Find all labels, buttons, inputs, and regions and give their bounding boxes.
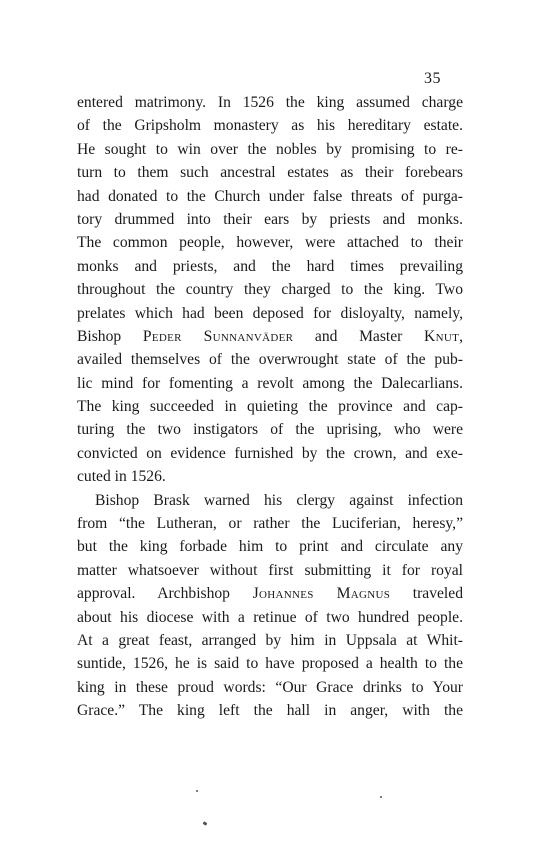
text-segment: and Master	[293, 327, 425, 345]
text-line: tory drummed into their ears by priests and monks.	[77, 210, 463, 228]
text-segment: Bishop	[77, 327, 143, 345]
text-line: At a great feast, arranged by him in Uppsala at Whit-	[77, 631, 463, 649]
text-line: entered matrimony. In 1526 the king assumed charge	[77, 94, 463, 111]
text-line: of the Gripsholm monastery as his hereditary estate.	[77, 117, 463, 135]
text-line: turing the two instigators of the uprising, who were	[77, 421, 463, 439]
text-line: Bishop Brask warned his clergy against infection	[95, 491, 463, 509]
text-line: suntide, 1526, he is said to have proposed a health to the	[77, 655, 463, 673]
page-number: 35	[424, 70, 441, 87]
text-segment: approval. Archbishop	[77, 585, 253, 603]
text-block	[77, 91, 463, 723]
scan-speck	[196, 790, 198, 792]
text-line: He sought to win over the nobles by promising to re-	[77, 140, 463, 158]
person-name: Johannes Magnus	[252, 585, 391, 603]
text-segment: traveled	[390, 585, 463, 603]
text-segment: ,	[459, 327, 464, 345]
text-line	[77, 582, 463, 605]
text-line	[77, 325, 463, 348]
text-line: matter whatsoever without first submitting it for royal	[77, 561, 463, 579]
text-line: prelates which had been deposed for disloyalty, namely,	[77, 304, 463, 322]
person-name: Peder Sunnanväder	[142, 327, 294, 345]
text-line: about his diocese with a retinue of two hundred people.	[77, 608, 463, 626]
text-line: turn to them such ancestral estates as their forebears	[77, 164, 463, 182]
text-line: lic mind for fomenting a revolt among the Dalecarlians.	[77, 374, 463, 392]
text-line: throughout the country they charged to the king. Two	[77, 281, 463, 299]
text-line: had donated to the Church under false threats of purga-	[77, 187, 463, 205]
text-line: king in these proud words: “Our Grace drinks to Your	[77, 678, 463, 696]
scan-speck	[203, 821, 208, 826]
text-line: cuted in 1526.	[77, 468, 166, 486]
text-line: from “the Lutheran, or rather the Luciferian, heresy,”	[77, 515, 463, 533]
text-line: availed themselves of the overwrought state of the pub-	[77, 351, 463, 369]
scan-speck	[380, 796, 382, 798]
text-line: Grace.” The king left the hall in anger, with the	[77, 702, 463, 720]
person-name: Knut	[424, 327, 460, 345]
text-line: but the king forbade him to print and circulate any	[77, 538, 463, 556]
text-line: monks and priests, and the hard times prevailing	[77, 257, 463, 275]
text-line: The king succeeded in quieting the province and cap-	[77, 398, 463, 416]
text-line: convicted on evidence furnished by the crown, and exe-	[77, 444, 463, 462]
text-line: The common people, however, were attached to their	[77, 234, 463, 252]
